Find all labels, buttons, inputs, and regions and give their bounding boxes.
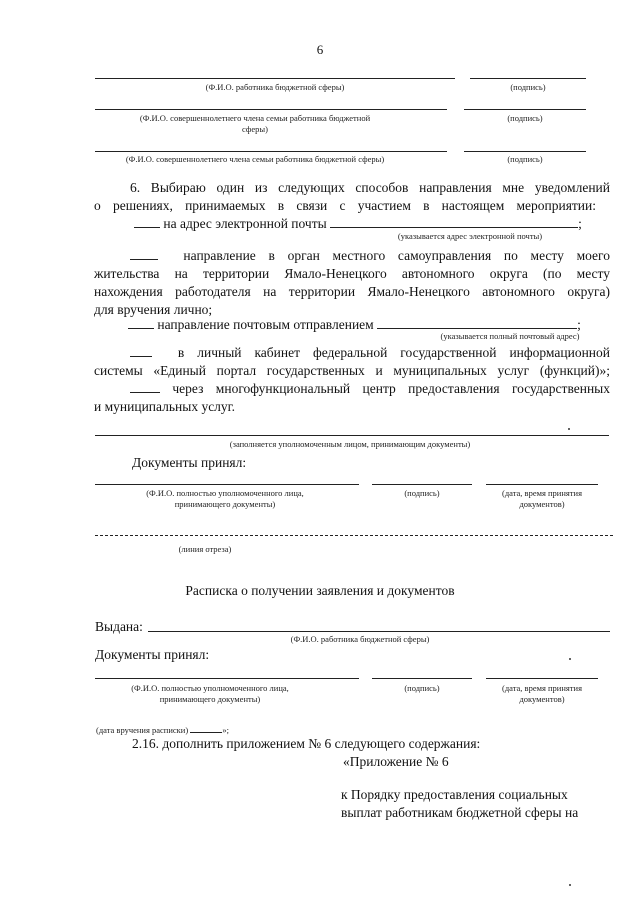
receipt-name-caption: (Ф.И.О. полностью уполномоченного лица, принимающего документы) [131, 683, 289, 704]
official-name-caption: (Ф.И.О. полностью уполномоченного лица, принимающего документы) [146, 488, 304, 509]
receipt-sign-caption: (подпись) [404, 683, 440, 693]
name-caption: (Ф.И.О. совершеннолетнего члена семьи работника бюджетной сферы) [139, 113, 371, 134]
signature-caption: (подпись) [507, 113, 543, 123]
option-cabinet-line1 [130, 344, 610, 362]
option-local-line3: нахождения работодателя на территории Ямало-Ненецкого автономного округа) [94, 284, 610, 299]
cabinet-text: в личный кабинет федеральной государственной информационной [177, 345, 610, 360]
issued-label: Выдана: [95, 619, 143, 634]
receipt-docs-accepted: Документы принял: [95, 647, 210, 662]
appendix-title: «Приложение № 6 [343, 754, 449, 769]
email-caption: (указывается адрес электронной почты) [397, 231, 543, 241]
amendment-text: 2.16. дополнить приложением № 6 следующего содержания: [132, 736, 481, 751]
post-label: направление почтовым отправлением [157, 317, 374, 332]
page-number: 6 [316, 42, 324, 57]
name-caption: (Ф.И.О. работника бюджетной сферы) [205, 82, 345, 92]
mfc-text: через многофункциональный центр предоставления государственных [172, 381, 611, 396]
email-label: на адрес электронной почты [163, 216, 327, 231]
cut-line [95, 535, 613, 536]
official-sign-caption: (подпись) [404, 488, 440, 498]
issued-caption: (Ф.И.О. работника бюджетной сферы) [290, 634, 430, 644]
option-cabinet-line2: системы «Единый портал государственных и муниципальных услуг (функций)»; [94, 363, 610, 378]
signature-caption: (подпись) [510, 82, 546, 92]
delivery-label: (дата вручения расписки) [96, 725, 189, 735]
local-text: направление в орган местного самоуправления по месту моего [183, 248, 610, 263]
receipt-date-caption: (дата, время принятия документов) [502, 683, 582, 704]
section6-intro-line1: 6. Выбираю один из следующих способов направления мне уведомлений [130, 180, 610, 195]
option-post: направление почтовым отправлением ; [128, 316, 618, 334]
option-local-line1 [130, 247, 610, 265]
cut-line-caption: (линия отреза) [178, 544, 232, 554]
signature-caption: (подпись) [507, 154, 543, 164]
option-mfc-line2: и муниципальных услуг. [94, 399, 236, 414]
post-caption: (указывается полный почтовый адрес) [440, 331, 580, 341]
docs-accepted-label: Документы принял: [132, 455, 247, 470]
option-local-line2: жительства на территории Ямало-Ненецкого автономного округа (по месту [94, 266, 610, 281]
official-caption: (заполняется уполномоченным лицом, принимающим документы) [229, 439, 471, 449]
receipt-title: Расписка о получении заявления и документов [185, 583, 455, 598]
name-caption: (Ф.И.О. совершеннолетнего члена семьи работника бюджетной сферы) [125, 154, 385, 164]
option-mfc-line1 [130, 380, 610, 398]
appendix-line2: выплат работникам бюджетной сферы на [341, 805, 579, 820]
official-date-caption: (дата, время принятия документов) [502, 488, 582, 509]
option-email: на адрес электронной почты ; [134, 215, 614, 233]
delivery-suffix: »; [222, 725, 229, 735]
option-local-line4: для вручения лично; [94, 302, 213, 317]
appendix-line1: к Порядку предоставления социальных [341, 787, 568, 802]
section6-intro-line2: о решениях, принимаемых в связи с участием в настоящем мероприятии: [94, 198, 596, 213]
